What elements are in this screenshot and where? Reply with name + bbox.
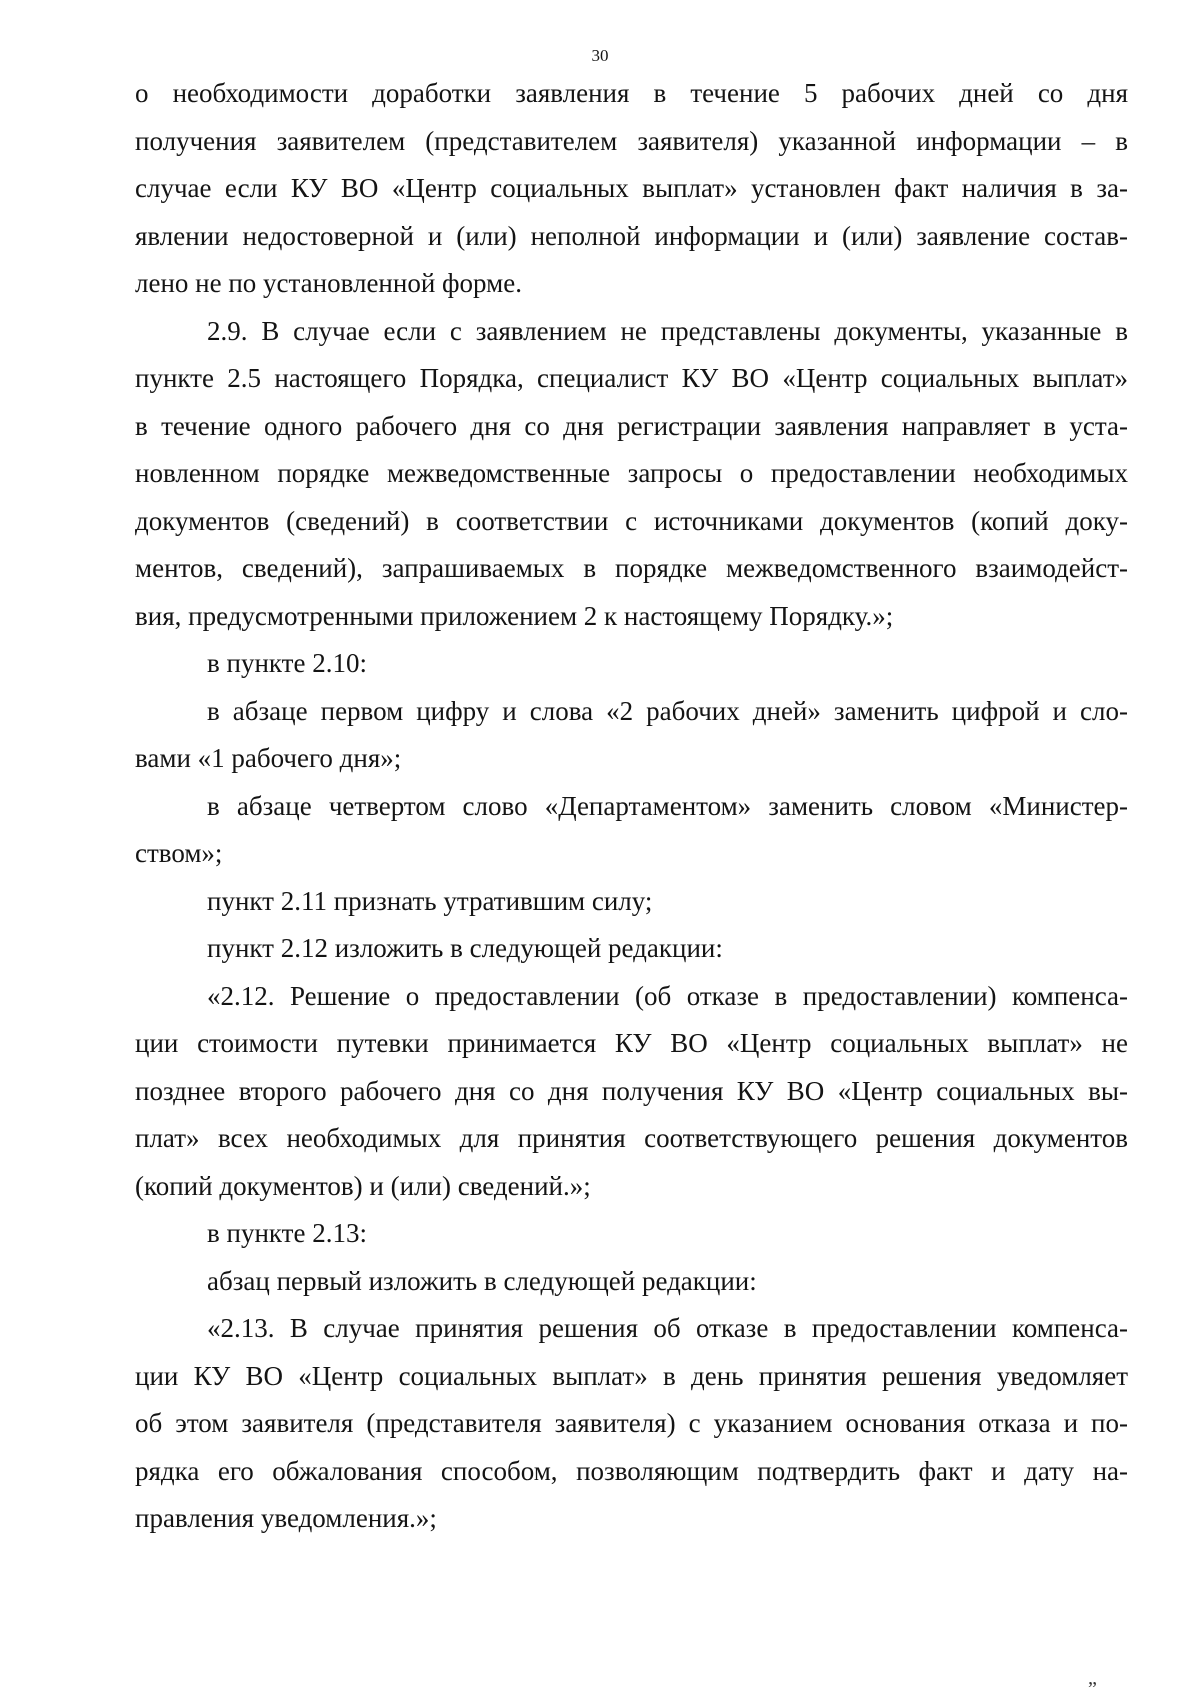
text-line: в пункте 2.10:	[207, 648, 367, 678]
paragraph-p1	[135, 70, 1128, 308]
text-line: позднее второго рабочего дня со дня получения КУ ВО «Центр социальных вы-	[135, 1075, 1128, 1106]
paragraph-p2	[135, 308, 1128, 641]
paragraph-p5	[135, 783, 1128, 878]
text-line: случае если КУ ВО «Центр социальных выплат» установлен факт наличия в за-	[135, 173, 1128, 203]
text-line: новленном порядке межведомственные запросы о предоставлении необходимых	[135, 458, 1128, 488]
text-line: о необходимости доработки заявления в течение 5 рабочих дней со дня	[135, 78, 1128, 108]
paragraph-p7	[135, 925, 1128, 973]
text-line: в пункте 2.13:	[207, 1218, 367, 1248]
text-line: рядка его обжалования способом, позволяющим подтвердить факт и дату на-	[135, 1455, 1128, 1486]
paragraph-p10	[135, 1258, 1128, 1306]
paragraph-p3	[135, 640, 1128, 688]
text-line: 2.9. В случае если с заявлением не представлены документы, указанные в	[207, 315, 1128, 346]
text-line: об этом заявителя (представителя заявителя) с указанием основания отказа и по-	[135, 1408, 1128, 1438]
paragraph-p6	[135, 878, 1128, 926]
text-line: вами «1 рабочего дня»;	[135, 743, 402, 773]
paragraph-p8	[135, 973, 1128, 1211]
paragraph-p4	[135, 688, 1128, 783]
text-line: «2.12. Решение о предоставлении (об отказе в предоставлении) компенса-	[207, 980, 1128, 1011]
text-line: явлении недостоверной и (или) неполной информации и (или) заявление состав-	[135, 220, 1128, 251]
text-line: «2.13. В случае принятия решения об отказе в предоставлении компенса-	[207, 1313, 1128, 1343]
text-line: вия, предусмотренными приложением 2 к настоящему Порядку.»;	[135, 600, 894, 631]
text-line: пункте 2.5 настоящего Порядка, специалист КУ ВО «Центр социальных выплат»	[135, 363, 1128, 393]
text-line: получения заявителем (представителем заявителя) указанной информации – в	[135, 125, 1128, 156]
text-line: (копий документов) и (или) сведений.»;	[135, 1170, 591, 1201]
paragraph-p11	[135, 1305, 1128, 1543]
text-line: пункт 2.12 изложить в следующей редакции:	[207, 933, 723, 963]
paragraph-p9	[135, 1210, 1128, 1258]
text-line: ством»;	[135, 838, 223, 868]
text-line: плат» всех необходимых для принятия соответствующего решения документов	[135, 1123, 1128, 1153]
text-line: в абзаце первом цифру и слова «2 рабочих дней» заменить цифрой и сло-	[207, 695, 1128, 726]
text-line: ментов, сведений), запрашиваемых в порядке межведомственного взаимодейст-	[135, 553, 1128, 583]
text-line: документов (сведений) в соответствии с источниками документов (копий доку-	[135, 505, 1128, 536]
document-body	[135, 70, 1128, 1543]
text-line: правления уведомления.»;	[135, 1503, 437, 1533]
corner-mark: ”	[1088, 1678, 1097, 1697]
text-line: лено не по установленной форме.	[135, 268, 522, 298]
page-number: 30	[591, 46, 609, 65]
text-line: ции КУ ВО «Центр социальных выплат» в день принятия решения уведомляет	[135, 1360, 1128, 1391]
text-line: абзац первый изложить в следующей редакции:	[207, 1265, 757, 1296]
text-line: ции стоимости путевки принимается КУ ВО «Центр социальных выплат» не	[135, 1028, 1128, 1058]
text-line: в абзаце четвертом слово «Департаментом» заменить словом «Министер-	[207, 790, 1128, 821]
text-line: пункт 2.11 признать утратившим силу;	[207, 885, 653, 916]
text-line: в течение одного рабочего дня со дня регистрации заявления направляет в уста-	[135, 410, 1128, 441]
